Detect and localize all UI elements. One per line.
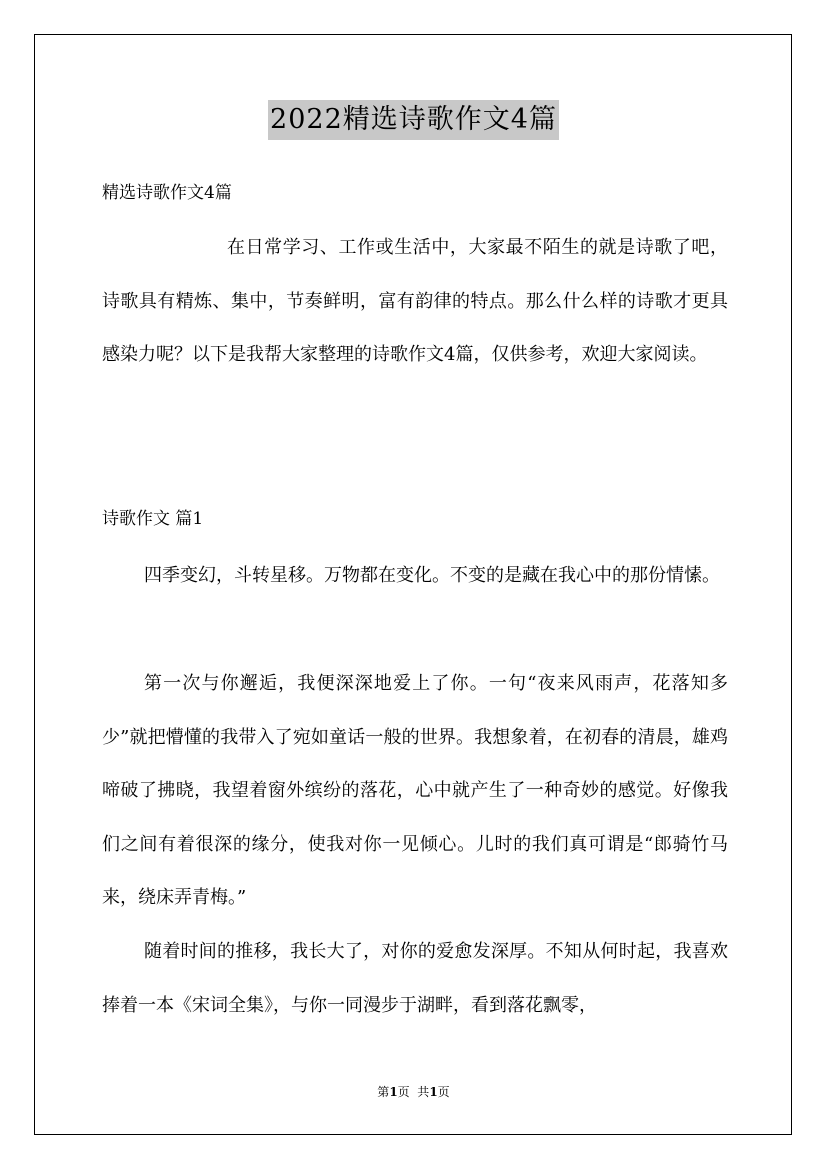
- body-paragraph: 四季变幻，斗转星移。万物都在变化。不变的是藏在我心中的那份情愫。: [144, 565, 720, 586]
- document-subtitle: 精选诗歌作文4篇: [102, 183, 232, 203]
- footer-page-current: 1: [389, 1085, 398, 1099]
- page-footer: [0, 1084, 827, 1100]
- footer-label: 第: [377, 1085, 390, 1099]
- footer-page-total: 1: [429, 1085, 438, 1099]
- section-heading: 诗歌作文 篇1: [102, 509, 204, 529]
- body-paragraph: 随着时间的推移，我长大了，对你的爱愈发深厚。不知从何时起，我喜欢捧着一本《宋词全集》，与你一同漫步于湖畔，看到落花飘零，: [102, 941, 728, 1016]
- body-paragraph: 第一次与你邂逅，我便深深地爱上了你。一句“夜来风雨声，花落知多少”就把懵懂的我带入了宛如童话一般的世界。我想象着，在初春的清晨，雄鸡啼破了拂晓，我望着窗外缤纷的落花，心中就产生了一种奇妙的感觉。好像我们之间有着很深的缘分，使我对你一见倾心。儿时的我们真可谓是“郎骑竹马来，绕床弄青梅。”: [102, 673, 728, 908]
- intro-paragraph: 在日常学习、工作或生活中，大家最不陌生的就是诗歌了吧，诗歌具有精炼、集中，节奏鲜明，富有韵律的特点。那么什么样的诗歌才更具感染力呢？以下是我帮大家整理的诗歌作文4篇，仅供参考，欢迎大家阅读。: [102, 237, 728, 365]
- footer-label: 页: [437, 1085, 450, 1099]
- document-title: 2022精选诗歌作文4篇: [268, 100, 559, 140]
- title-container: [0, 100, 827, 140]
- footer-label: 页 共: [397, 1085, 430, 1099]
